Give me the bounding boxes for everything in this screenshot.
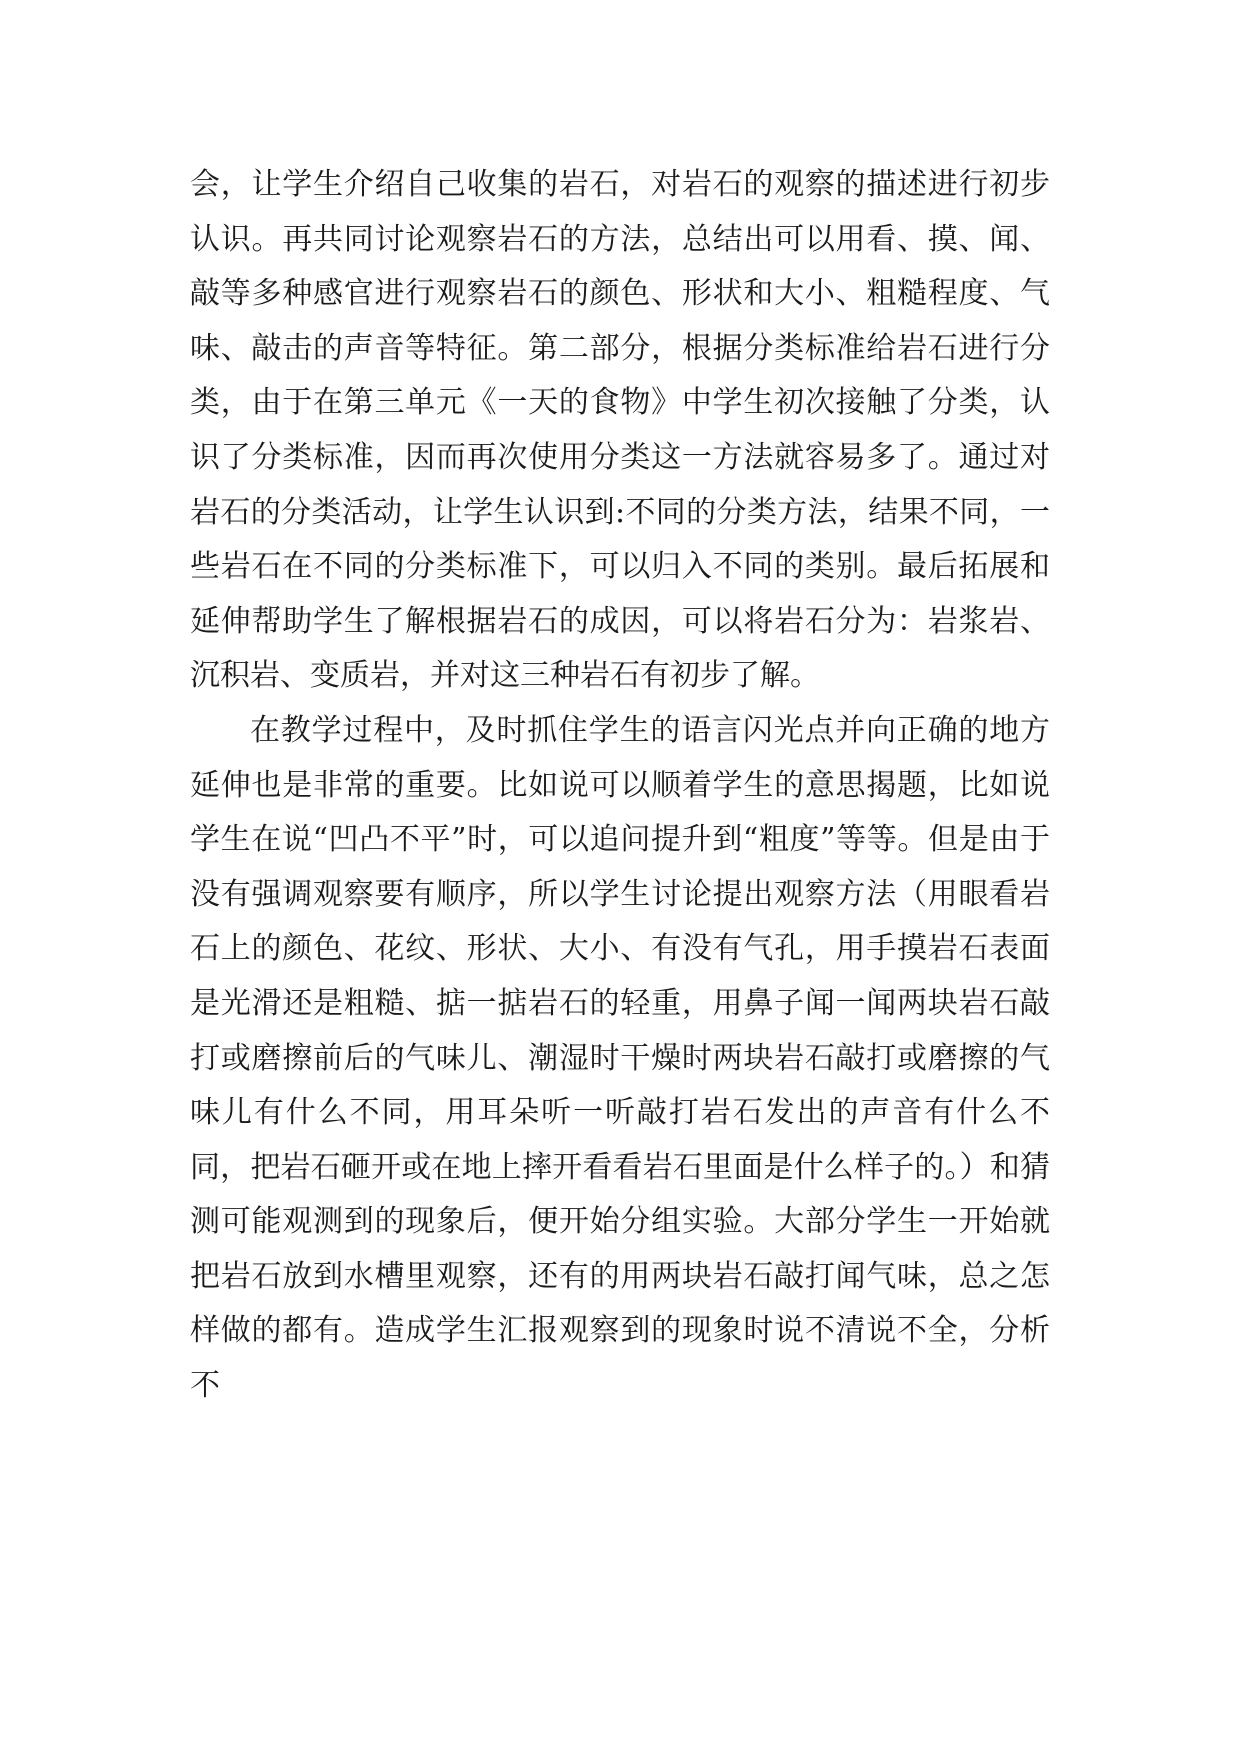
paragraph-2: 在教学过程中，及时抓住学生的语言闪光点并向正确的地方延伸也是非常的重要。比如说可以顺着学生的意思揭题，比如说学生在说“凹凸不平”时，可以追问提升到“粗度”等等。但是由于没有强调观察要有顺序，所以学生讨论提出观察方法（用眼看岩石上的颜色、花纹、形状、大小、有没有气孔，用手摸岩石表面是光滑还是粗糙、掂一掂岩石的轻重，用鼻子闻一闻两块岩石敲打或磨擦前后的气味儿、潮湿时干燥时两块岩石敲打或磨擦的气味儿有什么不同，用耳朵听一听敲打岩石发出的声音有什么不同，把岩石砸开或在地上摔开看看岩石里面是什么样子的。）和猜测可能观测到的现象后，便开始分组实验。大部分学生一开始就把岩石放到水槽里观察，还有的用两块岩石敲打闻气味，总之怎样做的都有。造成学生汇报观察到的现象时说不清说不全，分析不 [190,712,1050,1404]
paragraph-1: 会，让学生介绍自己收集的岩石，对岩石的观察的描述进行初步认识。再共同讨论观察岩石的方法，总结出可以用看、摸、闻、敲等多种感官进行观察岩石的颜色、形状和大小、粗糙程度、气味、敲击的声音等特征。第二部分，根据分类标准给岩石进行分类，由于在第三单元《一天的食物》中学生初次接触了分类，认识了分类标准，因而再次使用分类这一方法就容易多了。通过对岩石的分类活动，让学生认识到:不同的分类方法，结果不同，一些岩石在不同的分类标准下，可以归入不同的类别。最后拓展和延伸帮助学生了解根据岩石的成因，可以将岩石分为：岩浆岩、沉积岩、变质岩，并对这三种岩石有初步了解。 [190,167,1050,694]
body-text [190,158,1050,1414]
